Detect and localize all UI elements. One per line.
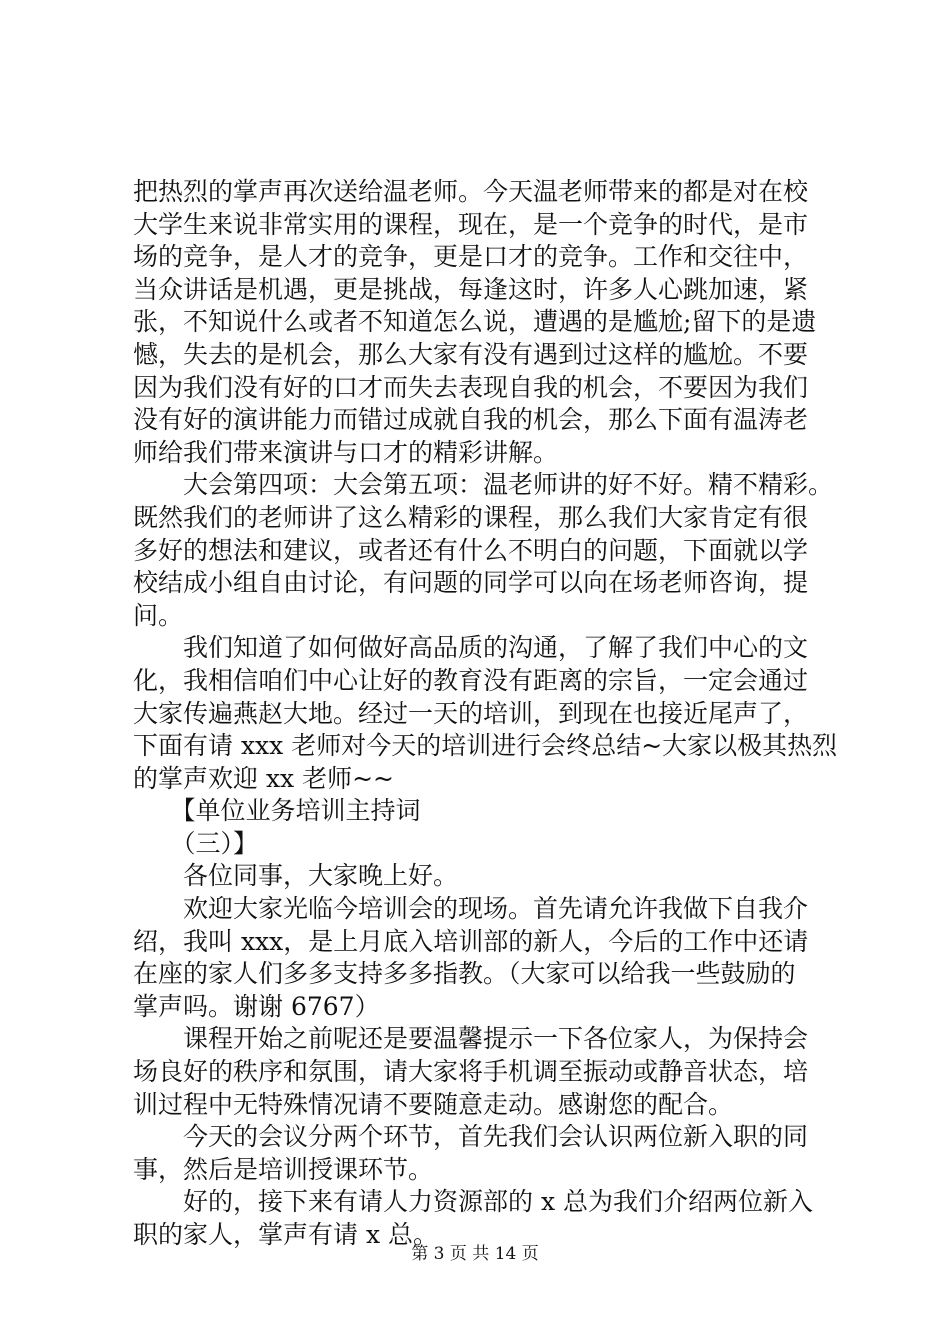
text-line: 场良好的秩序和氛围，请大家将手机调至振动或静音状态，培 xyxy=(133,1057,809,1087)
text-line: 下面有请 xxx 老师对今天的培训进行会终总结~大家以极其热烈 xyxy=(133,731,838,761)
text-line: 憾，失去的是机会，那么大家有没有遇到过这样的尴尬。不要 xyxy=(133,339,809,369)
text-line: 大会第四项：大会第五项：温老师讲的好不好。精不精彩。 xyxy=(133,470,834,500)
text-line: 大学生来说非常实用的课程，现在，是一个竞争的时代，是市 xyxy=(133,209,809,239)
text-line: 事，然后是培训授课环节。 xyxy=(133,1154,434,1184)
page-footer xyxy=(0,1243,950,1265)
text-line: 训过程中无特殊情况请不要随意走动。感谢您的配合。 xyxy=(133,1089,734,1119)
text-line: 问。 xyxy=(133,600,184,630)
text-line: 我们知道了如何做好高品质的沟通，了解了我们中心的文 xyxy=(133,633,809,663)
section-heading: 【单位业务培训主持词 xyxy=(133,796,421,826)
document-body xyxy=(133,176,838,1252)
section-heading-number: （三）】 xyxy=(133,828,259,858)
text-line: 欢迎大家光临今培训会的现场。首先请允许我做下自我介 xyxy=(133,894,809,924)
text-line: 场的竞争，是人才的竞争，更是口才的竞争。工作和交往中， xyxy=(133,242,809,272)
text-line: 的掌声欢迎 xx 老师~~ xyxy=(133,763,394,793)
text-line: 课程开始之前呢还是要温馨提示一下各位家人，为保持会 xyxy=(133,1024,809,1054)
text-line: 各位同事，大家晚上好。 xyxy=(133,861,459,891)
text-line: 在座的家人们多多支持多多指教。（大家可以给我一些鼓励的 xyxy=(133,959,796,989)
text-line: 当众讲话是机遇，更是挑战，每逢这时，许多人心跳加速，紧 xyxy=(133,274,809,304)
text-line: 大家传遍燕赵大地。经过一天的培训，到现在也接近尾声了， xyxy=(133,698,809,728)
text-line: 张，不知说什么或者不知道怎么说，遭遇的是尴尬;留下的是遗 xyxy=(133,307,817,337)
text-line: 师给我们带来演讲与口才的精彩讲解。 xyxy=(133,437,559,467)
text-line: 把热烈的掌声再次送给温老师。今天温老师带来的都是对在校 xyxy=(133,177,809,206)
page-number: 第 3 页 共 14 页 xyxy=(411,1244,539,1264)
text-line: 掌声吗。谢谢 6767） xyxy=(133,991,380,1021)
text-line: 校结成小组自由讨论，有问题的同学可以向在场老师咨询，提 xyxy=(133,568,809,598)
text-line: 既然我们的老师讲了这么精彩的课程，那么我们大家肯定有很 xyxy=(133,502,809,532)
text-line: 因为我们没有好的口才而失去表现自我的机会，不要因为我们 xyxy=(133,372,809,402)
text-line: 职的家人，掌声有请 x 总。 xyxy=(133,1220,438,1249)
text-line: 没有好的演讲能力而错过成就自我的机会，那么下面有温涛老 xyxy=(133,405,809,435)
text-line: 多好的想法和建议，或者还有什么不明白的问题，下面就以学 xyxy=(133,535,809,565)
text-line: 化，我相信咱们中心让好的教育没有距离的宗旨，一定会通过 xyxy=(133,665,809,695)
text-line: 绍，我叫 xxx，是上月底入培训部的新人，今后的工作中还请 xyxy=(133,926,809,956)
text-line: 好的，接下来有请人力资源部的 x 总为我们介绍两位新入 xyxy=(133,1187,813,1217)
text-line: 今天的会议分两个环节，首先我们会认识两位新入职的同 xyxy=(133,1122,809,1152)
